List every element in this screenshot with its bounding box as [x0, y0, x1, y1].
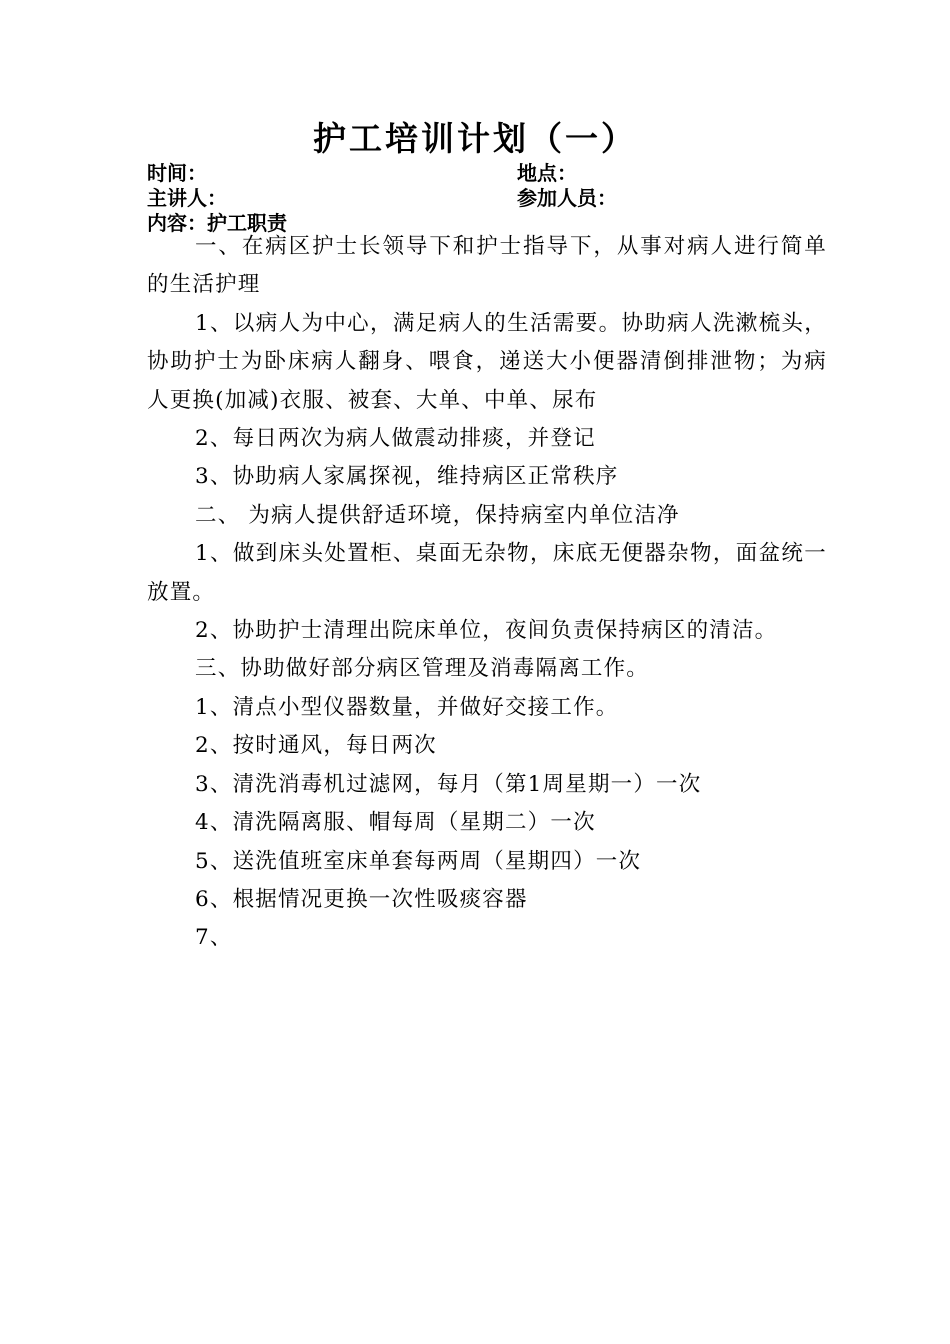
place-label: 地点：: [517, 161, 577, 185]
section-heading-1: 一、在病区护士长领导下和护士指导下，从事对病人进行简单的生活护理: [147, 234, 827, 298]
list-item: 4、清洗隔离服、帽每周（星期二）一次: [195, 810, 596, 836]
meta-time: [147, 161, 209, 185]
speaker-label: 主讲人：: [147, 186, 227, 210]
list-item: 2、按时通风，每日两次: [195, 733, 437, 759]
meta-attendees: [517, 186, 619, 210]
list-item: 1、做到床头处置柜、桌面无杂物，床底无便器杂物，面盆统一放置。: [147, 541, 827, 605]
content-label: 内容：: [147, 211, 207, 235]
list-item: 1、清点小型仪器数量，并做好交接工作。: [195, 694, 619, 720]
meta-place: [517, 161, 579, 185]
list-item: 7、: [195, 925, 233, 951]
section-heading-2: 二、 为病人提供舒适环境，保持病室内单位洁净: [195, 502, 680, 528]
document-body: [147, 228, 827, 958]
list-item: 6、根据情况更换一次性吸痰容器: [195, 886, 528, 912]
section-heading-3: 三、协助做好部分病区管理及消毒隔离工作。: [195, 656, 650, 682]
list-item: 1、以病人为中心，满足病人的生活需要。协助病人洗漱梳头，协助护士为卧床病人翻身、喂食，递送大小便器清倒排泄物；为病人更换(加减)衣服、被套、大单、中单、尿布: [147, 310, 827, 413]
list-item: 2、协助护士清理出院床单位，夜间负责保持病区的清洁。: [195, 618, 778, 644]
time-label: 时间：: [147, 161, 207, 185]
list-item: 2、每日两次为病人做震动排痰，并登记: [195, 426, 596, 452]
content-value: 护工职责: [207, 211, 287, 235]
meta-speaker: [147, 186, 229, 210]
document-title: 护工培训计划（一）: [313, 119, 637, 158]
list-item: 5、送洗值班室床单套每两周（星期四）一次: [195, 848, 642, 874]
list-item: 3、清洗消毒机过滤网，每月（第1周星期一）一次: [195, 771, 702, 797]
attendees-label: 参加人员：: [517, 186, 617, 210]
list-item: 3、协助病人家属探视，维持病区正常秩序: [195, 464, 619, 490]
